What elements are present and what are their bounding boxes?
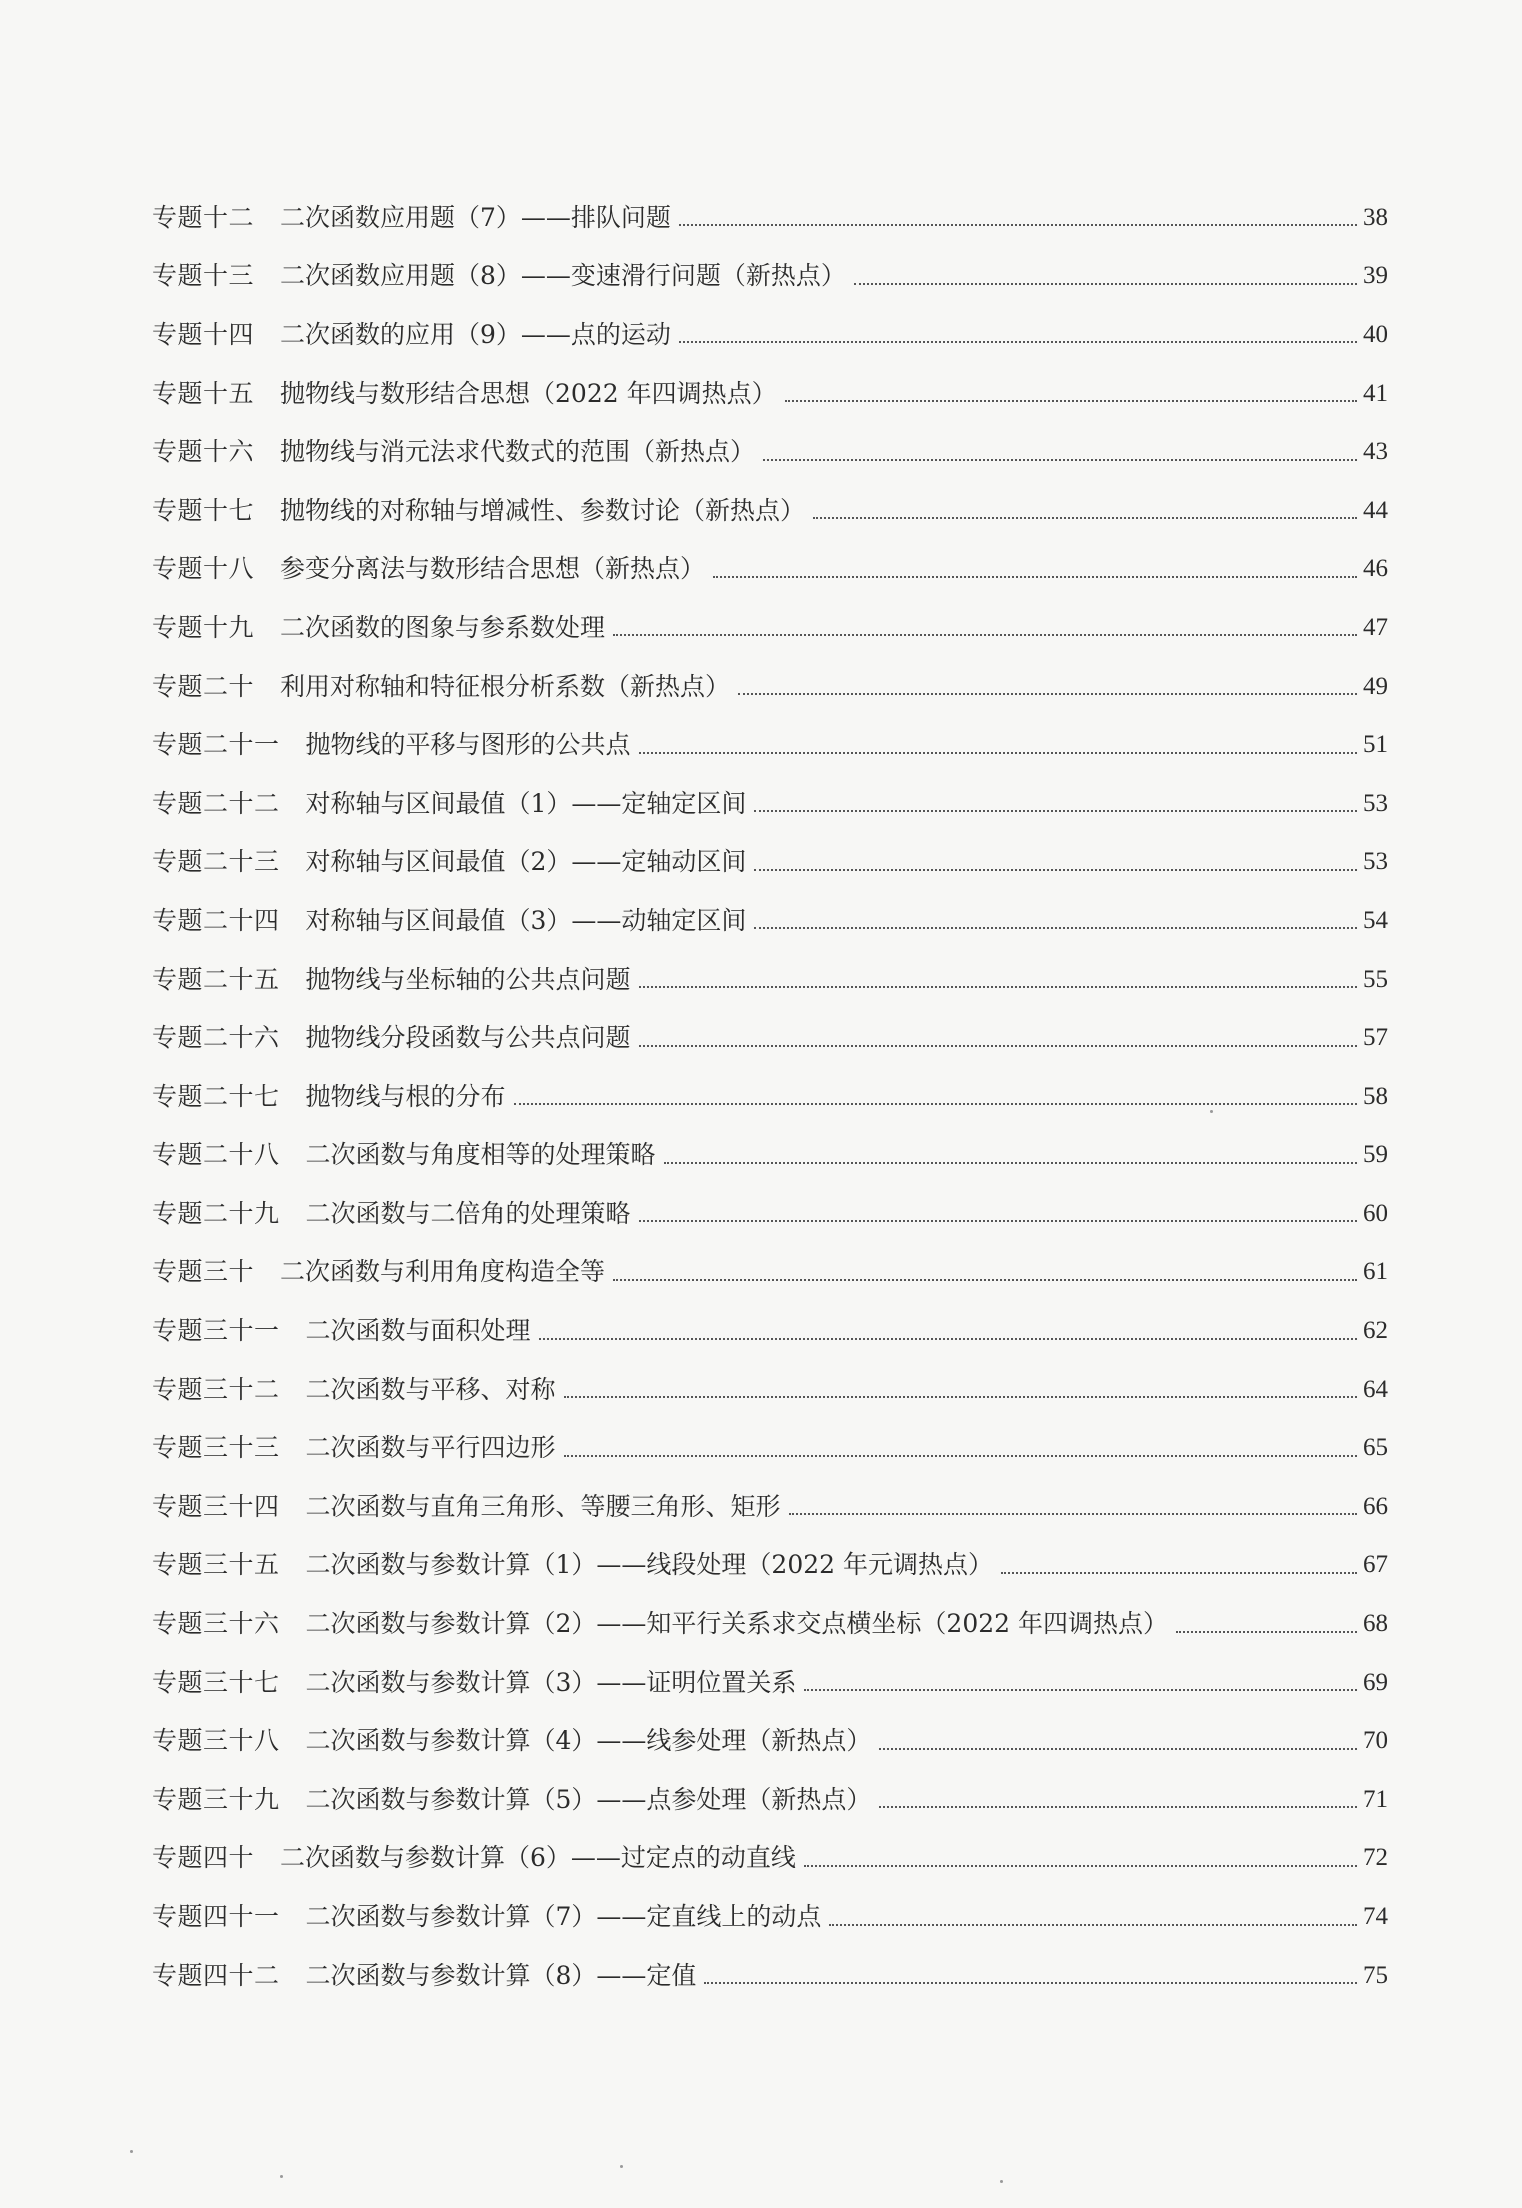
dot-leader	[639, 986, 1357, 988]
page-number: 54	[1363, 906, 1388, 934]
scan-speck	[1000, 2180, 1003, 2183]
topic-title: 二次函数的应用（9）——点的运动	[280, 319, 671, 349]
page-number: 68	[1363, 1610, 1388, 1638]
dot-leader	[679, 341, 1357, 343]
topic-title: 二次函数应用题（7）——排队问题	[280, 202, 671, 232]
topic-title: 二次函数与参数计算（1）——线段处理（2022 年元调热点）	[305, 1550, 993, 1580]
topic-label: 专题三十五	[152, 1550, 280, 1580]
topic-title: 抛物线与坐标轴的公共点问题	[305, 964, 631, 994]
toc-entry[interactable]	[152, 1770, 1388, 1829]
dot-leader	[514, 1103, 1357, 1105]
topic-label: 专题三十六	[152, 1609, 280, 1639]
dot-leader	[1001, 1572, 1357, 1574]
topic-title: 二次函数与参数计算（6）——过定点的动直线	[280, 1843, 796, 1873]
toc-entry[interactable]	[152, 1008, 1388, 1067]
page-number: 51	[1363, 731, 1388, 759]
dot-leader	[754, 927, 1357, 929]
toc-entry[interactable]	[152, 1653, 1388, 1712]
topic-title: 二次函数与参数计算（8）——定值	[305, 1960, 697, 1990]
topic-label: 专题十九	[152, 612, 255, 642]
dot-leader	[639, 1220, 1357, 1222]
page-number: 67	[1363, 1551, 1388, 1579]
topic-label: 专题三十三	[152, 1433, 280, 1463]
page-number: 71	[1363, 1785, 1388, 1813]
topic-title: 二次函数与角度相等的处理策略	[305, 1140, 656, 1170]
dot-leader	[754, 810, 1357, 812]
topic-title: 二次函数与参数计算（4）——线参处理（新热点）	[305, 1726, 872, 1756]
page-number: 41	[1363, 379, 1388, 407]
toc-entry[interactable]	[152, 950, 1388, 1009]
page-number: 44	[1363, 496, 1388, 524]
dot-leader	[804, 1689, 1357, 1691]
topic-label: 专题十四	[152, 319, 255, 349]
topic-title: 二次函数与参数计算（3）——证明位置关系	[305, 1667, 797, 1697]
page-number: 70	[1363, 1727, 1388, 1755]
page-number: 72	[1363, 1844, 1388, 1872]
page-number: 43	[1363, 438, 1388, 466]
topic-label: 专题二十	[152, 671, 255, 701]
topic-title: 二次函数与面积处理	[305, 1316, 531, 1346]
page-number: 47	[1363, 613, 1388, 641]
topic-label: 专题二十六	[152, 1023, 280, 1053]
topic-label: 专题十七	[152, 495, 255, 525]
page-number: 74	[1363, 1903, 1388, 1931]
toc-entry[interactable]	[152, 598, 1388, 657]
dot-leader	[829, 1924, 1357, 1926]
topic-title: 利用对称轴和特征根分析系数（新热点）	[280, 671, 731, 701]
scan-speck	[620, 2165, 623, 2168]
topic-label: 专题三十九	[152, 1784, 280, 1814]
topic-label: 专题三十二	[152, 1374, 280, 1404]
page-number: 75	[1363, 1961, 1388, 1989]
page-number: 65	[1363, 1434, 1388, 1462]
page-number: 57	[1363, 1024, 1388, 1052]
topic-label: 专题十五	[152, 378, 255, 408]
page-number: 59	[1363, 1141, 1388, 1169]
toc-entry[interactable]	[152, 1360, 1388, 1419]
topic-label: 专题二十三	[152, 847, 280, 877]
toc-entry[interactable]	[152, 364, 1388, 423]
topic-title: 参变分离法与数形结合思想（新热点）	[280, 554, 706, 584]
topic-title: 抛物线与根的分布	[305, 1081, 506, 1111]
topic-title: 二次函数与参数计算（2）——知平行关系求交点横坐标（2022 年四调热点）	[305, 1609, 1168, 1639]
topic-label: 专题十六	[152, 437, 255, 467]
page-number: 58	[1363, 1082, 1388, 1110]
dot-leader	[613, 1279, 1357, 1281]
dot-leader	[613, 634, 1357, 636]
page-number: 64	[1363, 1375, 1388, 1403]
topic-label: 专题四十一	[152, 1902, 280, 1932]
scan-speck	[280, 2175, 283, 2178]
dot-leader	[564, 1396, 1357, 1398]
page-number: 55	[1363, 965, 1388, 993]
dot-leader	[879, 1806, 1357, 1808]
dot-leader	[738, 693, 1357, 695]
dot-leader	[664, 1162, 1357, 1164]
topic-title: 抛物线与数形结合思想（2022 年四调热点）	[280, 378, 777, 408]
page-number: 39	[1363, 262, 1388, 290]
dot-leader	[789, 1513, 1357, 1515]
toc-entry[interactable]	[152, 247, 1388, 306]
toc-entry[interactable]	[152, 1887, 1388, 1946]
page-number: 62	[1363, 1317, 1388, 1345]
topic-title: 二次函数与参数计算（7）——定直线上的动点	[305, 1902, 822, 1932]
page-number: 46	[1363, 555, 1388, 583]
dot-leader	[704, 1982, 1357, 1984]
dot-leader	[763, 459, 1357, 461]
topic-title: 二次函数与二倍角的处理策略	[305, 1198, 631, 1228]
page-number: 61	[1363, 1258, 1388, 1286]
dot-leader	[639, 752, 1357, 754]
dot-leader	[813, 517, 1357, 519]
toc-entry[interactable]	[152, 1418, 1388, 1477]
topic-label: 专题二十九	[152, 1198, 280, 1228]
dot-leader	[1176, 1631, 1357, 1633]
toc-entry[interactable]	[152, 891, 1388, 950]
page-number: 66	[1363, 1492, 1388, 1520]
topic-label: 专题十八	[152, 554, 255, 584]
scan-speck	[1210, 1110, 1213, 1113]
toc-entry[interactable]	[152, 1536, 1388, 1595]
dot-leader	[679, 224, 1357, 226]
toc-entry[interactable]	[152, 657, 1388, 716]
topic-title: 对称轴与区间最值（1）——定轴定区间	[305, 788, 747, 818]
dot-leader	[539, 1338, 1357, 1340]
toc-entry[interactable]	[152, 715, 1388, 774]
page-number: 53	[1363, 789, 1388, 817]
topic-title: 二次函数应用题（8）——变速滑行问题（新热点）	[280, 261, 846, 291]
dot-leader	[754, 869, 1357, 871]
topic-label: 专题三十八	[152, 1726, 280, 1756]
toc-entry[interactable]	[152, 1829, 1388, 1888]
dot-leader	[639, 1045, 1357, 1047]
topic-label: 专题十二	[152, 202, 255, 232]
scan-speck	[130, 2150, 133, 2153]
topic-label: 专题四十二	[152, 1960, 280, 1990]
topic-label: 专题三十四	[152, 1491, 280, 1521]
toc-entry[interactable]	[152, 1711, 1388, 1770]
toc-entry[interactable]	[152, 422, 1388, 481]
toc-entry[interactable]	[152, 833, 1388, 892]
toc-entry[interactable]	[152, 1184, 1388, 1243]
topic-label: 专题二十八	[152, 1140, 280, 1170]
topic-title: 抛物线的对称轴与增减性、参数讨论（新热点）	[280, 495, 806, 525]
topic-label: 专题三十一	[152, 1316, 280, 1346]
topic-title: 二次函数与平移、对称	[305, 1374, 556, 1404]
toc-entry[interactable]	[152, 1477, 1388, 1536]
toc-entry[interactable]	[152, 1594, 1388, 1653]
topic-label: 专题三十	[152, 1257, 255, 1287]
page-number: 38	[1363, 203, 1388, 231]
topic-title: 抛物线分段函数与公共点问题	[305, 1023, 631, 1053]
page-number: 49	[1363, 672, 1388, 700]
dot-leader	[854, 283, 1357, 285]
page-number: 69	[1363, 1668, 1388, 1696]
topic-label: 专题二十二	[152, 788, 280, 818]
dot-leader	[713, 576, 1357, 578]
page-number: 40	[1363, 320, 1388, 348]
toc-entry[interactable]	[152, 1067, 1388, 1126]
topic-label: 专题二十一	[152, 730, 280, 760]
toc-entry[interactable]	[152, 305, 1388, 364]
dot-leader	[785, 400, 1357, 402]
topic-label: 专题二十五	[152, 964, 280, 994]
topic-title: 二次函数与利用角度构造全等	[280, 1257, 606, 1287]
toc-entry[interactable]	[152, 481, 1388, 540]
topic-title: 二次函数与直角三角形、等腰三角形、矩形	[305, 1491, 781, 1521]
toc-entry[interactable]	[152, 1301, 1388, 1360]
topic-label: 专题四十	[152, 1843, 255, 1873]
topic-label: 专题二十四	[152, 905, 280, 935]
page-number: 53	[1363, 848, 1388, 876]
topic-title: 二次函数与平行四边形	[305, 1433, 556, 1463]
toc-entry[interactable]	[152, 1126, 1388, 1185]
topic-title: 二次函数与参数计算（5）——点参处理（新热点）	[305, 1784, 872, 1814]
toc-entry[interactable]	[152, 540, 1388, 599]
topic-title: 二次函数的图象与参系数处理	[280, 612, 606, 642]
topic-title: 对称轴与区间最值（3）——动轴定区间	[305, 905, 747, 935]
toc-entry[interactable]	[152, 1946, 1388, 2005]
table-of-contents	[152, 188, 1388, 2004]
toc-entry[interactable]	[152, 1243, 1388, 1302]
topic-label: 专题三十七	[152, 1667, 280, 1697]
topic-title: 抛物线与消元法求代数式的范围（新热点）	[280, 437, 756, 467]
toc-entry[interactable]	[152, 188, 1388, 247]
page-number: 60	[1363, 1199, 1388, 1227]
dot-leader	[804, 1865, 1357, 1867]
toc-entry[interactable]	[152, 774, 1388, 833]
dot-leader	[564, 1455, 1357, 1457]
dot-leader	[879, 1748, 1357, 1750]
topic-title: 对称轴与区间最值（2）——定轴动区间	[305, 847, 747, 877]
topic-title: 抛物线的平移与图形的公共点	[305, 730, 631, 760]
topic-label: 专题十三	[152, 261, 255, 291]
topic-label: 专题二十七	[152, 1081, 280, 1111]
